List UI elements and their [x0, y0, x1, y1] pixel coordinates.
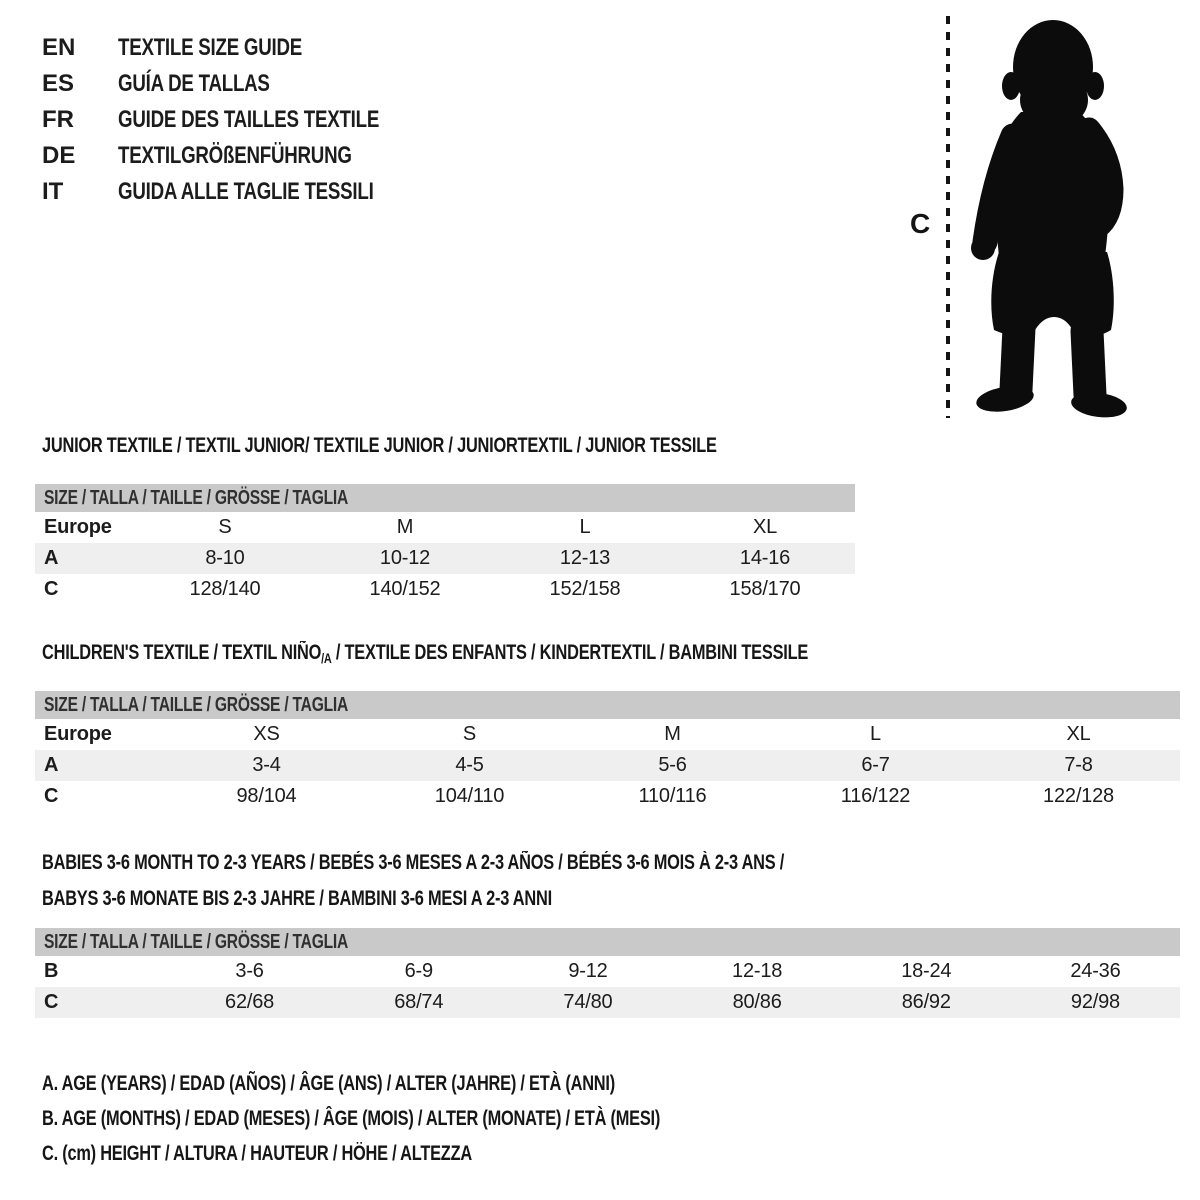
size-header-text: SIZE / TALLA / TAILLE / GRÖSSE / TAGLIA — [44, 487, 349, 509]
table-row-height — [35, 987, 1180, 1018]
value-cell: 122/128 — [1043, 785, 1114, 807]
language-row-es — [42, 66, 453, 102]
size-header-text: SIZE / TALLA / TAILLE / GRÖSSE / TAGLIA — [44, 694, 349, 716]
value-cell: 92/98 — [1070, 991, 1120, 1013]
baby-silhouette-icon — [963, 14, 1143, 420]
value-cell: 104/110 — [434, 785, 505, 807]
value-cell: 3-6 — [235, 960, 264, 982]
table-row-europe — [35, 719, 1180, 750]
guide-title: TEXTILGRÖßENFÜHRUNG — [118, 142, 352, 169]
babies-section-heading: BABIES 3-6 MONTH TO 2-3 YEARS / BEBÉS 3-6 MESES A 2-3 AÑOS / BÉBÉS 3-6 MOIS À 2-3 ANS / BABYS 3-6 MONATE BIS 2-3 JAHRE / BAMBINI 3-6 MESI A 2-3 ANNI — [42, 851, 785, 910]
legend-age-months: B. AGE (MONTHS) / EDAD (MESES) / ÂGE (MOIS) / ALTER (MONATE) / ETÀ (MESI) — [42, 1107, 661, 1130]
size-cell: XL — [752, 516, 778, 538]
value-cell: 5-6 — [658, 754, 687, 776]
value-cell: 128/140 — [189, 578, 261, 600]
language-row-de — [42, 138, 453, 174]
children-section-heading: CHILDREN'S TEXTILE / TEXTIL NIÑO/A / TEXTILE DES ENFANTS / KINDERTEXTIL / BAMBINI TESSILE — [42, 641, 809, 666]
value-cell: 12-18 — [732, 960, 783, 982]
table-row-height — [35, 781, 1180, 812]
size-header-bar — [35, 928, 1180, 956]
junior-section-heading: JUNIOR TEXTILE / TEXTIL JUNIOR/ TEXTILE JUNIOR / JUNIORTEXTIL / JUNIOR TESSILE — [42, 434, 717, 457]
language-row-it — [42, 174, 453, 210]
language-title-list — [42, 30, 453, 210]
size-cell: S — [462, 723, 477, 745]
value-cell: 6-9 — [404, 960, 433, 982]
value-cell: 24-36 — [1070, 960, 1121, 982]
guide-title: GUIDA ALLE TAGLIE TESSILI — [118, 178, 374, 205]
legend — [42, 1066, 834, 1171]
size-cell: M — [664, 723, 681, 745]
junior-size-table — [35, 484, 855, 605]
value-cell: 110/116 — [638, 785, 707, 807]
babies-size-table — [35, 928, 1180, 1018]
guide-title: GUÍA DE TALLAS — [118, 70, 270, 97]
value-cell: 98/104 — [236, 785, 297, 807]
language-row-en — [42, 30, 453, 66]
value-cell: 18-24 — [901, 960, 952, 982]
value-cell: 10-12 — [379, 547, 431, 569]
value-cell: 9-12 — [568, 960, 608, 982]
size-cell: XS — [253, 723, 280, 745]
table-row-age-years — [35, 750, 1180, 781]
row-label: B — [44, 960, 59, 982]
value-cell: 8-10 — [205, 547, 245, 569]
row-label: C — [44, 991, 59, 1013]
language-code: ES — [42, 70, 75, 97]
row-label: Europe — [44, 723, 112, 745]
language-code: IT — [42, 178, 64, 205]
value-cell: 140/152 — [369, 578, 441, 600]
size-cell: L — [579, 516, 591, 538]
height-measure-dashed-line — [946, 16, 950, 418]
value-cell: 6-7 — [861, 754, 890, 776]
legend-height-cm: C. (cm) HEIGHT / ALTURA / HAUTEUR / HÖHE / ALTEZZA — [42, 1142, 472, 1165]
row-label: C — [44, 785, 59, 807]
value-cell: 86/92 — [901, 991, 951, 1013]
value-cell: 116/122 — [840, 785, 911, 807]
size-header-bar — [35, 691, 1180, 719]
table-row-europe — [35, 512, 855, 543]
size-cell: XL — [1066, 723, 1091, 745]
row-label: C — [44, 578, 59, 600]
value-cell: 68/74 — [394, 991, 444, 1013]
language-code: FR — [42, 106, 74, 133]
nino-a-subscript: /A — [321, 650, 332, 666]
table-row-height — [35, 574, 855, 605]
children-size-table — [35, 691, 1180, 812]
value-cell: 158/170 — [729, 578, 801, 600]
value-cell: 80/86 — [732, 991, 782, 1013]
size-cell: L — [870, 723, 881, 745]
value-cell: 14-16 — [739, 547, 791, 569]
value-cell: 152/158 — [549, 578, 621, 600]
value-cell: 74/80 — [563, 991, 613, 1013]
height-measure-label: C — [910, 208, 931, 239]
guide-title: GUIDE DES TAILLES TEXTILE — [118, 106, 380, 133]
table-row-age-years — [35, 543, 855, 574]
value-cell: 62/68 — [225, 991, 275, 1013]
language-code: DE — [42, 142, 76, 169]
row-label: A — [44, 547, 59, 569]
guide-title: TEXTILE SIZE GUIDE — [118, 34, 303, 61]
row-label: Europe — [44, 516, 112, 538]
table-row-age-months — [35, 956, 1180, 987]
language-row-fr — [42, 102, 453, 138]
value-cell: 12-13 — [559, 547, 611, 569]
size-cell: S — [218, 516, 232, 538]
size-header-text: SIZE / TALLA / TAILLE / GRÖSSE / TAGLIA — [44, 931, 349, 953]
language-code: EN — [42, 34, 76, 61]
legend-age-years: A. AGE (YEARS) / EDAD (AÑOS) / ÂGE (ANS) / ALTER (JAHRE) / ETÀ (ANNI) — [42, 1072, 615, 1095]
size-header-bar — [35, 484, 855, 512]
size-cell: M — [396, 516, 414, 538]
value-cell: 3-4 — [252, 754, 281, 776]
row-label: A — [44, 754, 59, 776]
value-cell: 7-8 — [1064, 754, 1093, 776]
value-cell: 4-5 — [455, 754, 484, 776]
